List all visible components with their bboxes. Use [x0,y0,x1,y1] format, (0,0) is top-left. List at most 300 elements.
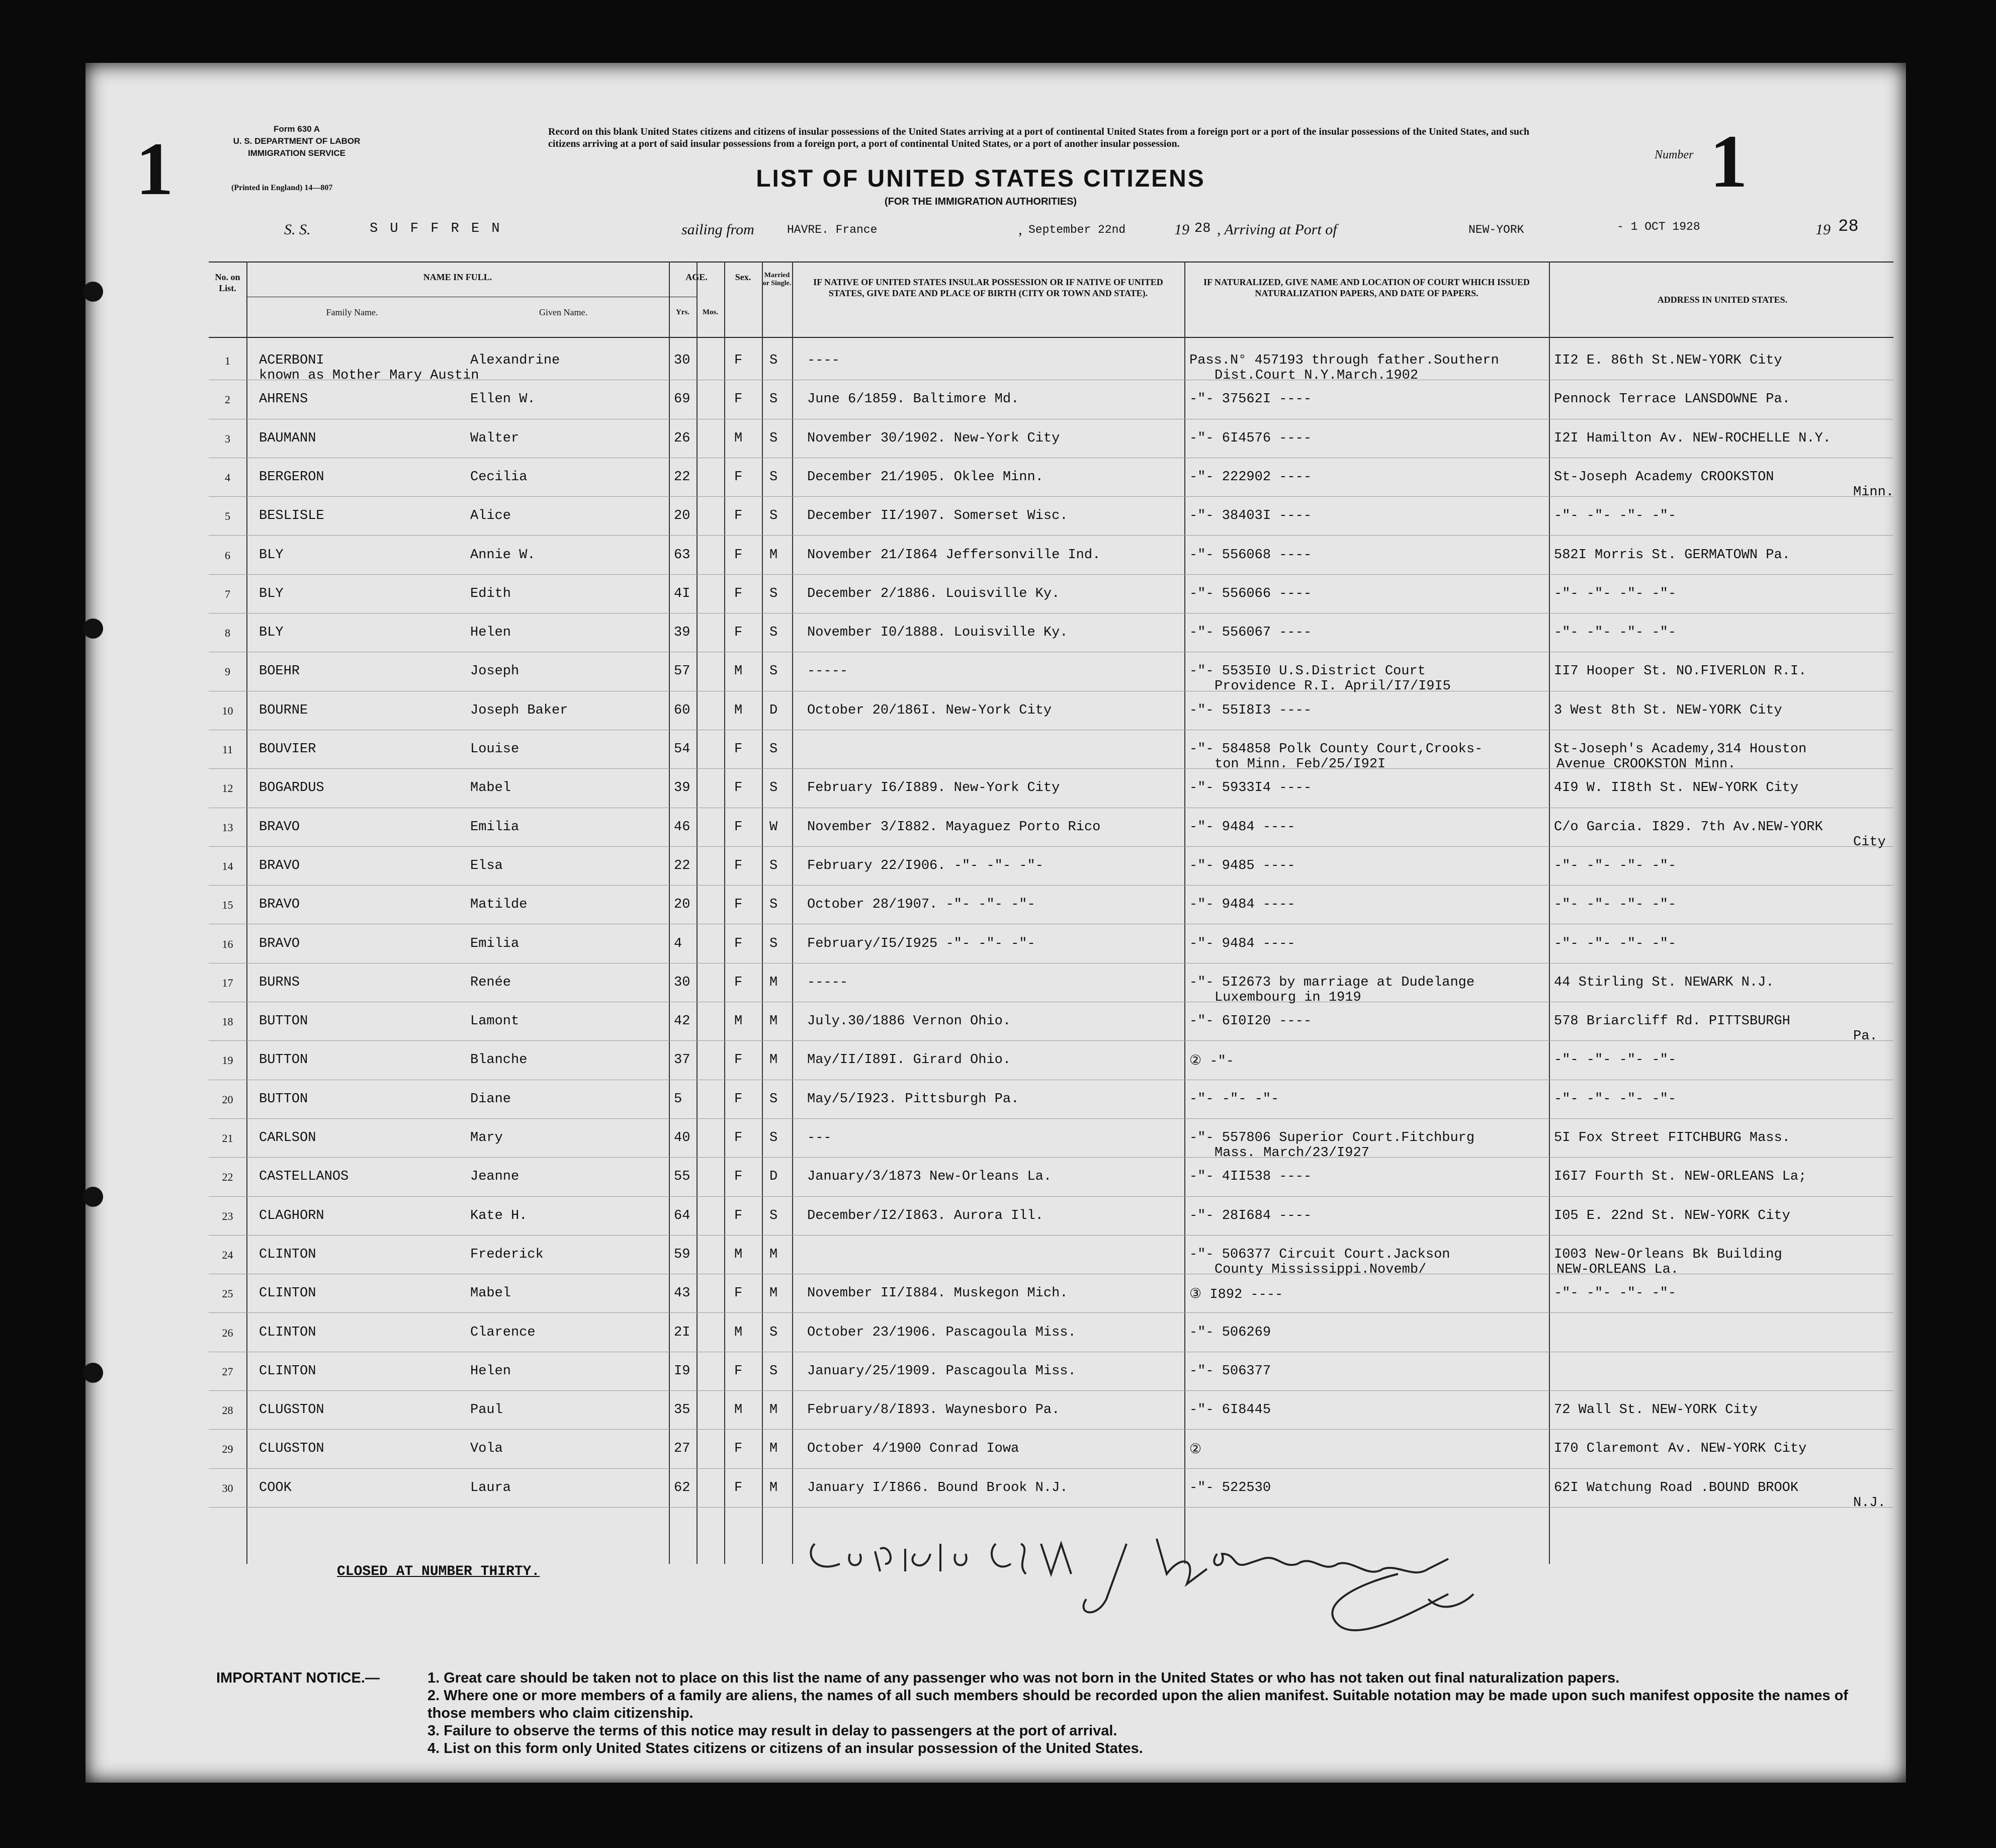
cell-family: CLINTON [259,1247,316,1262]
department-name: U. S. DEPARTMENT OF LABOR [233,136,361,146]
header-family: Family Name. [326,307,378,317]
cell-sex: F [734,469,743,485]
header-given: Given Name. [539,307,587,317]
cell-given: Jeanne [470,1169,519,1185]
cell-birth: October 20/186I. New-York City [807,702,1052,718]
notice-item: 2. Where one or more members of a family are aliens, the names of all such members should be recorded upon the alien manifest. Suitable notation may be made upon such manifest opposite the names of those members who claim citizenship. [427,1688,1848,1721]
cell-no: 23 [222,1209,233,1222]
cell-ms: M [769,1052,778,1068]
table-row [209,342,1893,381]
cell-no: 24 [222,1248,233,1261]
cell-given: Annie W. [470,547,536,563]
cell-given: Walter [470,430,519,446]
cell-birth: February I6/I889. New-York City [807,780,1060,796]
cell-addr: -"- -"- -"- -"- [1554,897,1677,913]
end-year: 28 [1838,217,1859,236]
cell-age: 30 [674,975,690,990]
cell-nat2: Providence R.I. April/I7/I9I5 [1214,679,1451,694]
cell-ms: D [769,1169,778,1185]
cell-nat: -"- 9484 ---- [1189,897,1295,913]
form-instructions: Record on this blank United States citizens and citizens of insular possessions of the United States arriving at a port of continental United States from a foreign port or a port of the insular possessions of the United States, and such citizens arriving at a port of said insular possessions from a foreign port, a port of continental United States, or a port of another insular possession. [548,126,1529,149]
header-married: Married or Single. [762,272,792,287]
table-row [209,1041,1893,1080]
cell-given: Louise [470,742,519,757]
cell-addr: I2I Hamilton Av. NEW-ROCHELLE N.Y. [1554,430,1831,446]
cell-family: BLY [259,586,284,601]
cell-sex: F [734,547,743,563]
cell-family: BURNS [259,975,300,990]
table-row [209,847,1893,886]
cell-birth: November 30/1902. New-York City [807,430,1060,446]
table-row [209,1353,1893,1391]
cell-birth: July.30/1886 Vernon Ohio. [807,1014,1011,1029]
cell-addr2: City [1853,834,1886,850]
cell-ms: D [769,702,778,718]
table-row [209,1158,1893,1197]
page-title: LIST OF UNITED STATES CITIZENS [756,165,1205,192]
cell-birth: ----- [807,664,848,679]
cell-sex: F [734,819,743,835]
cell-nat: -"- 556066 ---- [1189,586,1312,601]
cell-addr: II7 Hooper St. NO.FIVERLON R.I. [1554,664,1807,679]
cell-nat: -"- 55I8I3 ---- [1189,702,1312,718]
cell-family: BLY [259,625,284,641]
cell-family: BOURNE [259,702,308,718]
cell-sex: M [734,1325,743,1340]
cell-birth: October 23/1906. Pascagoula Miss. [807,1325,1076,1340]
cell-age: 55 [674,1169,690,1185]
cell-addr: I6I7 Fourth St. NEW-ORLEANS La; [1554,1169,1807,1185]
printed-note: (Printed in England) 14—807 [231,184,333,192]
cell-given: Frederick [470,1247,544,1262]
service-name: IMMIGRATION SERVICE [248,148,345,158]
cell-age: 37 [674,1052,690,1068]
cell-sex: F [734,586,743,601]
cell-family: BRAVO [259,858,300,873]
cell-addr: -"- -"- -"- -"- [1554,1286,1677,1301]
cell-addr: I05 E. 22nd St. NEW-YORK City [1554,1208,1790,1223]
cell-no: 14 [222,859,233,872]
table-row [209,1391,1893,1430]
header-number: No. on List. [215,272,240,293]
cell-age: 46 [674,819,690,835]
arrival-stamp: - 1 OCT 1928 [1617,220,1700,233]
cell-sex: F [734,975,743,990]
cell-age: 27 [674,1441,690,1457]
cell-sex: F [734,1130,743,1146]
binder-hole [83,1187,103,1207]
header-address: ADDRESS IN UNITED STATES. [1657,295,1788,305]
cell-given: Clarence [470,1325,536,1340]
notice-label: IMPORTANT NOTICE.— [216,1670,380,1686]
cell-given: Alice [470,508,511,524]
cell-nat: -"- 557806 Superior Court.Fitchburg [1189,1130,1475,1146]
form-department [216,123,377,159]
cell-addr2: Minn. [1853,484,1894,500]
cell-nat2: ton Minn. Feb/25/I92I [1214,757,1386,772]
table-row [209,575,1893,614]
cell-ms: S [769,1130,778,1146]
table-row [209,1469,1893,1511]
cell-family: BUTTON [259,1014,308,1029]
table-row [209,1430,1893,1469]
header-sex: Sex. [735,272,751,282]
cell-no: 12 [222,782,233,795]
end-year-label: 19 [1815,221,1831,238]
cell-ms: M [769,1014,778,1029]
sailing-date: September 22nd [1028,223,1126,236]
cell-age: 22 [674,858,690,873]
cell-given: Alexandrine [470,353,560,368]
table-row [209,497,1893,536]
cell-nat: -"- 5933I4 ---- [1189,780,1312,796]
cell-no: 25 [222,1287,233,1300]
cell-age: 2I [674,1325,690,1340]
cell-nat: -"- 9485 ---- [1189,858,1295,873]
cell-age: 22 [674,469,690,485]
cell-nat2: County Mississippi.Novemb/ [1214,1262,1427,1277]
cell-no: 20 [222,1093,233,1106]
year-label: 19 [1174,221,1189,238]
cell-addr: Pennock Terrace LANSDOWNE Pa. [1554,392,1790,407]
cell-birth: November 21/I864 Jeffersonville Ind. [807,547,1101,563]
cell-addr: 5I Fox Street FITCHBURG Mass. [1554,1130,1790,1146]
cell-addr2: NEW-ORLEANS La. [1556,1262,1679,1277]
cell-birth: May/5/I923. Pittsburgh Pa. [807,1091,1019,1107]
table-row [209,1197,1893,1236]
cell-given: Diane [470,1091,511,1107]
cell-addr2: N.J. [1853,1495,1886,1511]
cell-sex: F [734,392,743,407]
cell-birth: December 2/1886. Louisville Ky. [807,586,1060,601]
cell-family: BRAVO [259,819,300,835]
table-row [209,731,1893,772]
cell-no: 22 [222,1171,233,1184]
cell-ms: S [769,508,778,524]
notice-item: 3. Failure to observe the terms of this notice may result in delay to passengers at the port of arrival. [427,1723,1117,1739]
cell-addr: -"- -"- -"- -"- [1554,1091,1677,1107]
cell-nat: -"- 6I8445 [1189,1402,1271,1418]
cell-birth: November II/I884. Muskegon Mich. [807,1286,1068,1301]
cell-addr: I003 New-Orleans Bk Building [1554,1247,1782,1262]
cell-nat2: Dist.Court N.Y.March.1902 [1214,368,1419,383]
cell-family: BERGERON [259,469,324,485]
cell-addr: 3 West 8th St. NEW-YORK City [1554,702,1782,718]
cell-nat: -"- 522530 [1189,1480,1271,1495]
cell-birth: January/3/1873 New-Orleans La. [807,1169,1052,1185]
cell-given: Edith [470,586,511,601]
cell-birth: May/II/I89I. Girard Ohio. [807,1052,1011,1068]
cell-family: BESLISLE [259,508,324,524]
cell-nat: -"- 506377 [1189,1363,1271,1379]
table-row [209,1236,1893,1275]
cell-no: 2 [225,393,230,406]
cell-nat: ② -"- [1189,1054,1235,1070]
cell-given: Emilia [470,936,519,951]
cell-addr: 72 Wall St. NEW-YORK City [1554,1402,1758,1418]
cell-ms: S [769,780,778,796]
cell-sex: F [734,625,743,641]
cell-given: Renée [470,975,511,990]
cell-no: 6 [225,549,230,562]
cell-ms: M [769,1286,778,1301]
cell-family: COOK [259,1480,292,1495]
cell-age: 20 [674,508,690,524]
cell-given: Helen [470,1363,511,1379]
cell-age: I9 [674,1363,690,1379]
cell-age: 4 [674,936,682,951]
cell-sex: M [734,664,743,679]
cell-ms: S [769,1325,778,1340]
cell-family: BOGARDUS [259,780,324,796]
cell-age: 60 [674,702,690,718]
cell-age: 43 [674,1286,690,1301]
cell-no: 15 [222,899,233,912]
cell-nat: -"- 584858 Polk County Court,Crooks- [1189,742,1483,757]
cell-sex: M [734,1247,743,1262]
table-row [209,692,1893,731]
table-row [209,537,1893,575]
cell-nat: -"- 6I0I20 ---- [1189,1014,1312,1029]
form-number-left: 1 [136,127,173,211]
cell-given: Matilde [470,897,528,913]
passenger-table [209,261,1893,1559]
notice-item: 4. List on this form only United States citizens or citizens of an insular possession of the United States. [427,1740,1143,1756]
cell-ms: S [769,858,778,873]
cell-given: Paul [470,1402,503,1418]
binder-hole [83,282,103,302]
cell-nat: -"- 5535I0 U.S.District Court [1189,664,1426,679]
voyage-line [284,217,1893,251]
table-row [209,1314,1893,1353]
cell-nat: -"- 5I2673 by marriage at Dudelange [1189,975,1475,990]
cell-no: 8 [225,627,230,640]
cell-sex: F [734,742,743,757]
table-row [209,769,1893,808]
cell-birth: October 28/1907. -"- -"- -"- [807,897,1035,913]
cell-birth: December 21/1905. Oklee Minn. [807,469,1044,485]
cell-birth: ---- [807,353,840,368]
cell-age: 57 [674,664,690,679]
cell-family: BRAVO [259,897,300,913]
cell-no: 9 [225,665,230,678]
header-native: IF NATIVE OF UNITED STATES INSULAR POSSESSION OR IF NATIVE OF UNITED STATES, GIVE DATE AND PLACE OF BIRTH (CITY OR TOWN AND STATE). [813,277,1163,298]
cell-birth: June 6/1859. Baltimore Md. [807,392,1019,407]
cell-sex: F [734,1208,743,1223]
cell-no: 16 [222,937,233,950]
table-row [209,809,1893,850]
cell-birth: December II/1907. Somerset Wisc. [807,508,1068,524]
cell-nat: -"- 506269 [1189,1325,1271,1340]
cell-birth: January I/I866. Bound Brook N.J. [807,1480,1068,1495]
cell-given: Elsa [470,858,503,873]
cell-birth: ----- [807,975,848,990]
table-row [209,925,1893,964]
cell-age: 64 [674,1208,690,1223]
cell-birth: November I0/1888. Louisville Ky. [807,625,1068,641]
cell-no: 7 [225,587,230,600]
cell-sex: F [734,897,743,913]
cell-nat2: Luxembourg in 1919 [1214,990,1361,1005]
cell-nat: -"- 37562I ---- [1189,392,1312,407]
cell-addr: -"- -"- -"- -"- [1554,625,1677,641]
cell-no: 21 [222,1132,233,1145]
notice-item: 1. Great care should be taken not to place on this list the name of any passenger who was not born in the United States or who has not taken out final naturalization papers. [427,1670,1620,1686]
cell-sex: M [734,1402,743,1418]
cell-nat: -"- 28I684 ---- [1189,1208,1312,1223]
cell-family: BAUMANN [259,430,316,446]
cell-family: CLAGHORN [259,1208,324,1223]
page-subtitle: (FOR THE IMMIGRATION AUTHORITIES) [884,196,1077,207]
cell-family: BOEHR [259,664,300,679]
cell-no: 19 [222,1054,233,1067]
arriving-label: , Arriving at Port of [1217,221,1337,238]
cell-sex: M [734,430,743,446]
cell-age: 26 [674,430,690,446]
cell-sex: F [734,1052,743,1068]
cell-ms: S [769,897,778,913]
ship-name: S U F F R E N [370,221,502,236]
cell-addr: 4I9 W. II8th St. NEW-YORK City [1554,780,1799,796]
table-row [209,653,1893,694]
cell-given: Vola [470,1441,503,1457]
binder-hole [83,619,103,639]
cell-addr: -"- -"- -"- -"- [1554,936,1677,951]
table-row [209,381,1893,419]
cell-nat: -"- 222902 ---- [1189,469,1312,485]
inspector-signature [805,1524,1660,1644]
cell-age: 54 [674,742,690,757]
cell-nat: -"- 556067 ---- [1189,625,1312,641]
cell-age: 39 [674,780,690,796]
ss-label: S. S. [284,221,311,238]
cell-no: 10 [222,704,233,717]
list-number: 1 [1710,120,1748,203]
cell-sex: F [734,1480,743,1495]
cell-addr: 578 Briarcliff Rd. PITTSBURGH [1554,1014,1790,1029]
cell-ms: M [769,1402,778,1418]
date-prefix: , [1018,221,1022,238]
port-from: HAVRE. France [787,223,878,236]
cell-age: 69 [674,392,690,407]
cell-sex: F [734,1286,743,1301]
form-id: Form 630 A [274,124,320,134]
cell-family: CLINTON [259,1363,316,1379]
cell-addr: St-Joseph Academy CROOKSTON [1554,469,1774,485]
header-naturalized: IF NATURALIZED, GIVE NAME AND LOCATION OF COURT WHICH ISSUED NATURALIZATION PAPERS, AND DATE OF PAPERS. [1203,277,1530,298]
cell-ms: S [769,742,778,757]
cell-nat: -"- 506377 Circuit Court.Jackson [1189,1247,1450,1262]
cell-no: 18 [222,1015,233,1028]
cell-ms: S [769,1363,778,1379]
table-row [209,964,1893,1003]
cell-age: 42 [674,1014,690,1029]
cell-nat: -"- 4II538 ---- [1189,1169,1312,1185]
cell-family: BUTTON [259,1091,308,1107]
cell-given: Cecilia [470,469,528,485]
cell-no: 28 [222,1404,233,1417]
cell-addr: St-Joseph's Academy,314 Houston [1554,742,1807,757]
cell-family: CLUGSTON [259,1402,324,1418]
cell-birth: February/8/I893. Waynesboro Pa. [807,1402,1060,1418]
cell-ms: S [769,586,778,601]
table-row [209,886,1893,925]
cell-family: CLUGSTON [259,1441,324,1457]
cell-addr2: Avenue CROOKSTON Minn. [1556,757,1736,772]
cell-sex: F [734,780,743,796]
cell-given: Laura [470,1480,511,1495]
cell-family: CLINTON [259,1286,316,1301]
table-row [209,1119,1893,1161]
cell-age: 4I [674,586,690,601]
header-mos: Mos. [702,308,719,316]
cell-family: AHRENS [259,392,308,407]
cell-addr: C/o Garcia. I829. 7th Av.NEW-YORK [1554,819,1823,835]
cell-addr: 44 Stirling St. NEWARK N.J. [1554,975,1774,990]
cell-sex: M [734,1014,743,1029]
cell-family: CARLSON [259,1130,316,1146]
cell-ms: W [769,819,778,835]
binder-hole [83,1363,103,1383]
cell-nat: -"- 38403I ---- [1189,508,1312,524]
cell-age: 39 [674,625,690,641]
cell-no: 11 [222,743,233,756]
cell-sex: F [734,508,743,524]
cell-nat: -"- -"- -"- [1189,1091,1279,1107]
cell-addr: 62I Watchung Road .BOUND BROOK [1554,1480,1799,1495]
cell-age: 63 [674,547,690,563]
table-row [209,1081,1893,1119]
cell-no: 29 [222,1443,233,1456]
header-yrs: Yrs. [675,308,690,316]
cell-addr: II2 E. 86th St.NEW-YORK City [1554,353,1782,368]
header-name: NAME IN FULL. [423,272,492,282]
cell-addr: -"- -"- -"- -"- [1554,1052,1677,1068]
cell-ms: M [769,975,778,990]
cell-no: 1 [225,355,230,367]
cell-nat: Pass.N° 457193 through father.Southern [1189,353,1499,368]
closed-note: CLOSED AT NUMBER THIRTY. [337,1564,540,1579]
cell-given: Mary [470,1130,503,1146]
cell-nat: -"- 9484 ---- [1189,936,1295,951]
cell-no: 27 [222,1365,233,1378]
cell-ms: M [769,547,778,563]
header-age: AGE. [685,272,708,282]
port-to: NEW-YORK [1468,223,1524,236]
cell-addr: I70 Claremont Av. NEW-YORK City [1554,1441,1807,1457]
cell-no: 4 [225,471,230,484]
table-row [209,1003,1893,1044]
cell-sex: F [734,1169,743,1185]
cell-addr2: Pa. [1853,1029,1878,1044]
cell-nat: -"- 9484 ---- [1189,819,1295,835]
cell-age: 40 [674,1130,690,1146]
table-row [209,459,1894,500]
cell-given: Ellen W. [470,392,536,407]
cell-addr: -"- -"- -"- -"- [1554,508,1677,524]
cell-family: ACERBONI [259,353,324,368]
cell-sex: F [734,353,743,368]
cell-ms: S [769,625,778,641]
cell-sex: F [734,1441,743,1457]
cell-sex: F [734,1363,743,1379]
cell-given: Helen [470,625,511,641]
cell-given: Emilia [470,819,519,835]
cell-family2: known as Mother Mary Austin [259,368,479,383]
cell-sex: F [734,858,743,873]
cell-sex: M [734,702,743,718]
cell-ms: S [769,936,778,951]
